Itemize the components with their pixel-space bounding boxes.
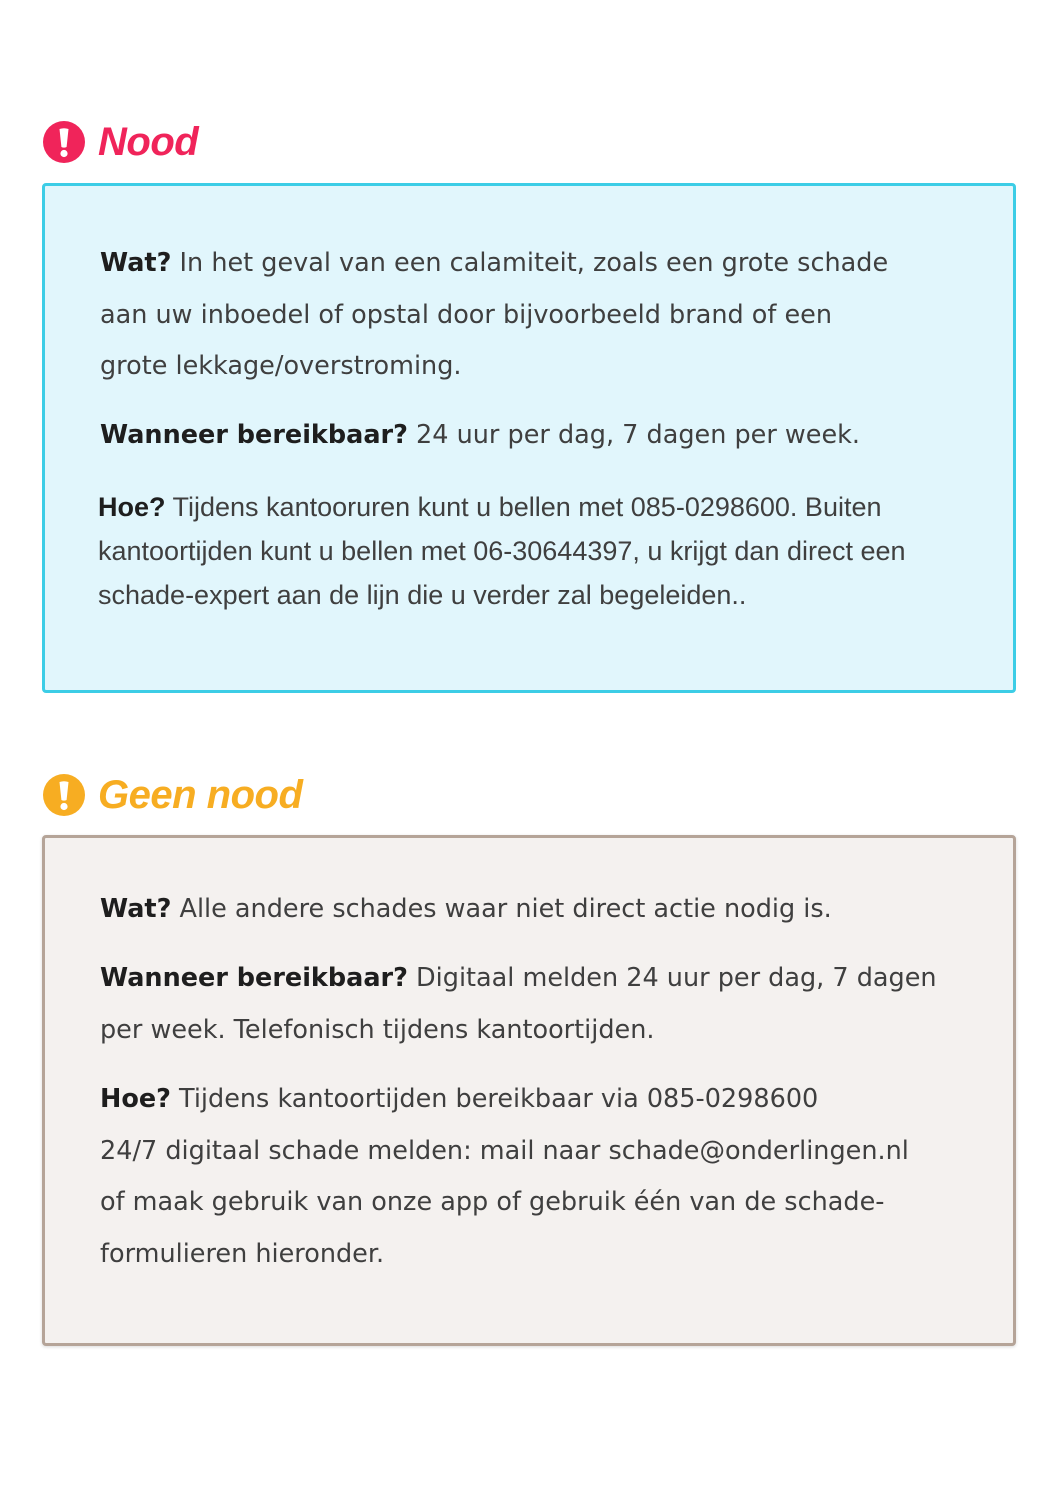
nood-wat-line-2: aan uw inboedel of opstal door bijvoorbeeld brand of een — [100, 299, 833, 330]
geen-hoe-line-1: Tijdens kantoortijden bereikbaar via 085-0298600 — [170, 1084, 819, 1114]
geen-hoe-label: Hoe? — [100, 1084, 171, 1114]
exclamation-circle-icon — [42, 120, 86, 164]
nood-wanneer-text: 24 uur per dag, 7 dagen per week. — [407, 420, 861, 450]
geen-nood-heading — [42, 767, 302, 823]
nood-wanneer-paragraph — [100, 410, 860, 462]
nood-wat-label: Wat? — [100, 248, 172, 278]
nood-heading — [42, 114, 198, 170]
nood-hoe-line-3: schade-expert aan de lijn die u verder zal begeleiden.. — [98, 580, 747, 610]
geen-wat-paragraph — [100, 884, 832, 936]
geen-hoe-line-4: formulieren hieronder. — [100, 1238, 385, 1269]
geen-wanneer-line-1: Digitaal melden 24 uur per dag, 7 dagen — [407, 963, 937, 993]
geen-hoe-line-2: 24/7 digitaal schade melden: mail naar schade@onderlingen.nl — [100, 1135, 909, 1166]
exclamation-circle-icon — [42, 773, 86, 817]
nood-title: Nood — [98, 119, 199, 164]
geen-nood-title: Geen nood — [98, 772, 303, 817]
nood-wat-paragraph — [100, 238, 888, 393]
nood-info-card — [42, 183, 1016, 693]
nood-hoe-label: Hoe? — [98, 492, 166, 522]
geen-wanneer-line-2: per week. Telefonisch tijdens kantoortijden. — [100, 1014, 655, 1045]
nood-wanneer-label: Wanneer bereikbaar? — [100, 420, 408, 450]
geen-hoe-line-3: of maak gebruik van onze app of gebruik één van de schade- — [100, 1187, 885, 1217]
geen-wat-text: Alle andere schades waar niet direct actie nodig is. — [171, 894, 832, 924]
nood-hoe-line-1: Tijdens kantooruren kunt u bellen met 085-0298600. Buiten — [165, 492, 882, 522]
geen-wanneer-label: Wanneer bereikbaar? — [100, 963, 408, 993]
geen-nood-info-card — [42, 835, 1016, 1346]
geen-wanneer-paragraph — [100, 953, 937, 1056]
nood-wat-line-3: grote lekkage/overstroming. — [100, 351, 462, 381]
nood-hoe-line-2: kantoortijden kunt u bellen met 06-30644397, u krijgt dan direct een — [98, 536, 906, 566]
geen-wat-label: Wat? — [100, 894, 172, 924]
nood-hoe-paragraph — [98, 485, 906, 617]
nood-wat-line-1: In het geval van een calamiteit, zoals een grote schade — [171, 248, 889, 278]
geen-hoe-paragraph — [100, 1074, 909, 1280]
